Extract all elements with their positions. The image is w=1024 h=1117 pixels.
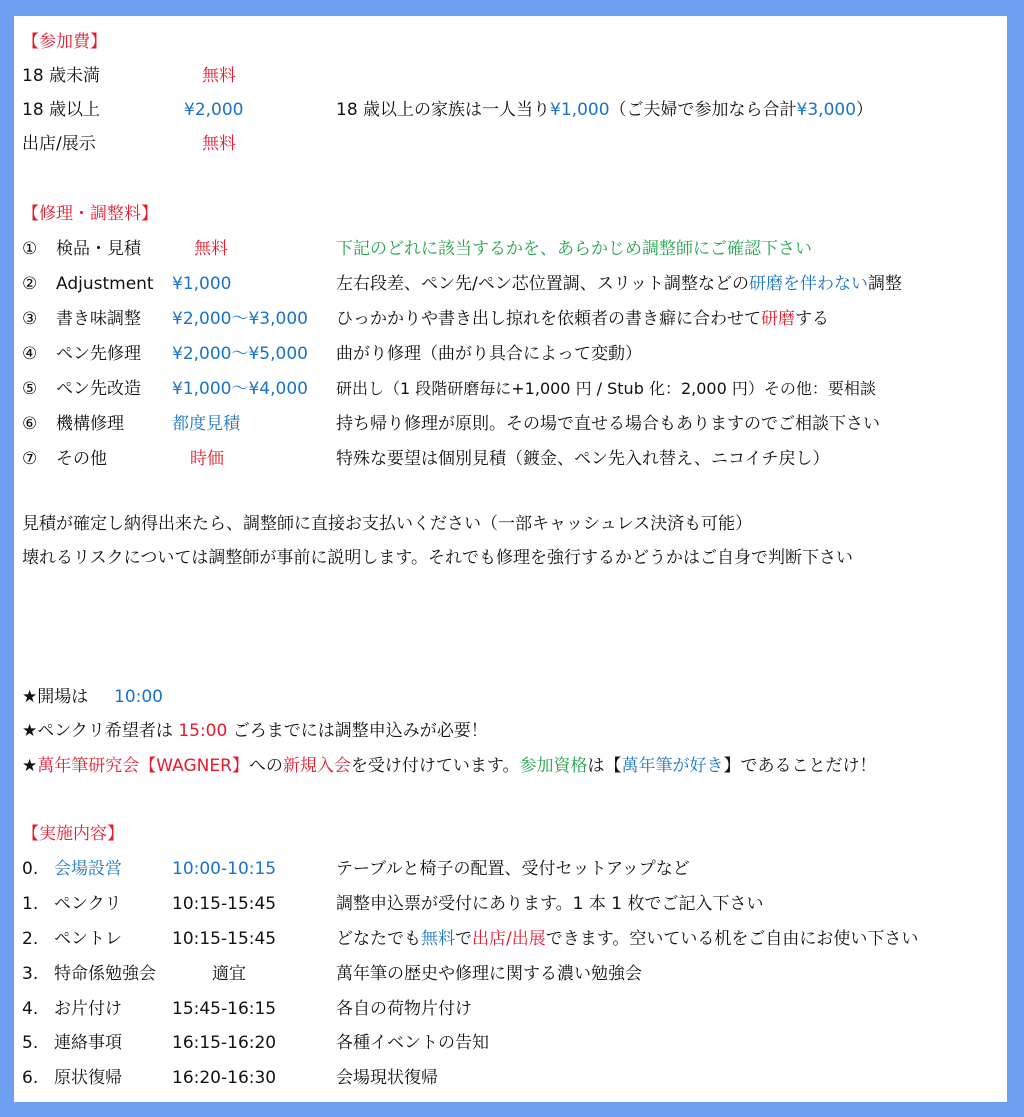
schedule-desc-text: できます。空いている机をご自由にお使い下さい: [545, 929, 919, 949]
schedule-desc: 萬年筆の歴史や修理に関する濃い勉強会: [336, 964, 642, 984]
schedule-row: [14, 1064, 1007, 1092]
repair-desc: 持ち帰り修理が原則。その場で直せる場合もありますのでご相談下さい: [336, 414, 880, 434]
wagner-new-member: 新規入会: [282, 756, 351, 776]
repair-price: 都度見積: [172, 414, 240, 434]
fee-note-text: （ご夫婦で参加なら合計: [609, 100, 797, 120]
repair-label: 検品・見積: [56, 239, 141, 259]
repair-desc-highlight: 研磨を伴わない: [749, 274, 869, 294]
schedule-header-row: [14, 820, 1007, 848]
note-row: [14, 544, 1007, 572]
repair-label: ペン先修理: [56, 344, 141, 364]
schedule-time: 16:20-16:30: [172, 1068, 277, 1088]
schedule-desc-text: で: [455, 929, 472, 949]
schedule-desc-shop: 出店/出展: [472, 929, 546, 949]
schedule-desc-text: どなたでも: [336, 929, 421, 949]
schedule-desc: 各自の荷物片付け: [336, 999, 472, 1019]
fee-note-price: ¥1,000: [550, 100, 610, 120]
schedule-row: [14, 1029, 1007, 1057]
info-sheet: [14, 16, 1007, 1102]
schedule-label: 原状復帰: [54, 1068, 122, 1088]
schedule-desc: 会場現状復帰: [336, 1068, 438, 1088]
repair-num: ⑤: [22, 379, 38, 399]
repair-price: ¥1,000: [172, 274, 232, 294]
wagner-text-part: への: [248, 756, 283, 776]
schedule-label: ペンクリ: [54, 894, 122, 914]
repair-num: ⑦: [22, 449, 38, 469]
schedule-time: 10:15-15:45: [172, 894, 277, 914]
wagner-row: [14, 752, 1007, 780]
repair-num: ④: [22, 344, 38, 364]
fee-label: 出店/展示: [22, 134, 96, 154]
repair-row: [14, 445, 1007, 473]
fee-price: 無料: [202, 134, 236, 154]
fee-price: ¥2,000: [184, 100, 244, 120]
schedule-num: 5.: [22, 1033, 39, 1053]
repair-num: ②: [22, 274, 38, 294]
schedule-label: お片付け: [54, 999, 122, 1019]
schedule-desc: テーブルと椅子の配置、受付セットアップなど: [336, 859, 690, 879]
fee-note-text: ）: [856, 100, 874, 120]
schedule-time: 16:15-16:20: [172, 1033, 277, 1053]
open-time-row: [14, 683, 1007, 711]
schedule-num: 6.: [22, 1068, 39, 1088]
wagner-text: [22, 752, 877, 780]
note-text: 壊れるリスクについては調整師が事前に説明します。それでも修理を強行するかどうかはご自身で判断下さい: [22, 548, 853, 568]
schedule-num: 4.: [22, 999, 39, 1019]
schedule-time: 適宜: [212, 964, 246, 984]
repair-row: [14, 410, 1007, 438]
wagner-text-part: は【: [587, 756, 622, 776]
repair-row: [14, 340, 1007, 368]
fee-price: 無料: [202, 66, 236, 86]
repair-row: [14, 235, 1007, 263]
schedule-label: 連絡事項: [54, 1033, 122, 1053]
schedule-num: 3.: [22, 964, 39, 984]
repair-desc: 下記のどれに該当するかを、あらかじめ調整師にご確認下さい: [336, 239, 812, 259]
schedule-num: 0.: [22, 859, 39, 879]
wagner-text-part: を受け付けています。: [350, 756, 520, 776]
fee-label: 18 歳未満: [22, 66, 101, 86]
repair-price: 無料: [194, 239, 228, 259]
repair-price: 時価: [190, 449, 224, 469]
repair-desc: 研出し（1 段階研磨毎に+1,000 円 / Stub 化：2,000 円）その他：要相談: [336, 379, 876, 398]
repair-row: [14, 375, 1007, 403]
repair-label: ペン先改造: [56, 379, 141, 399]
repair-desc-highlight: 研磨: [761, 309, 795, 329]
repair-header-row: [14, 200, 1007, 228]
schedule-desc: 調整申込票が受付にあります。1 本 1 枚でご記入下さい: [336, 894, 764, 914]
note-text: 見積が確定し納得出来たら、調整師に直接お支払いください（一部キャッシュレス決済も可能）: [22, 514, 753, 534]
repair-desc-text: ひっかかりや書き出し掠れを依頼者の書き癖に合わせて: [336, 309, 761, 329]
penkuri-text: ごろまでには調整申込みが必要！: [227, 721, 488, 741]
fee-note: [336, 96, 873, 124]
schedule-row: [14, 890, 1007, 918]
repair-label: 書き味調整: [56, 309, 141, 329]
penkuri-time: 15:00: [178, 721, 228, 741]
schedule-row: [14, 960, 1007, 988]
repair-header: 【修理・調整料】: [22, 204, 158, 224]
repair-desc: [336, 270, 902, 298]
schedule-label: 会場設営: [54, 859, 122, 879]
repair-price: ¥2,000～¥3,000: [172, 309, 308, 329]
schedule-num: 1.: [22, 894, 39, 914]
repair-num: ⑥: [22, 414, 38, 434]
schedule-header: 【実施内容】: [22, 824, 124, 844]
schedule-desc-free: 無料: [421, 929, 455, 949]
fees-header-row: [14, 28, 1007, 56]
repair-row: [14, 305, 1007, 333]
wagner-qualification: 参加資格: [519, 756, 588, 776]
repair-label: その他: [56, 449, 107, 469]
repair-desc-text: 調整: [868, 274, 903, 294]
penkuri-deadline-row: [14, 717, 1007, 745]
star-icon: ★: [22, 756, 38, 776]
schedule-time: 10:00-10:15: [172, 859, 277, 879]
repair-label: 機構修理: [56, 414, 124, 434]
schedule-desc: [336, 925, 918, 953]
schedule-time: 15:45-16:15: [172, 999, 277, 1019]
repair-label: Adjustment: [56, 274, 154, 294]
schedule-row: [14, 995, 1007, 1023]
schedule-desc: 各種イベントの告知: [336, 1033, 489, 1053]
repair-row: [14, 270, 1007, 298]
schedule-label: 特命係勉強会: [54, 964, 156, 984]
schedule-row: [14, 925, 1007, 953]
fee-row: [14, 62, 1007, 90]
repair-num: ①: [22, 239, 38, 259]
repair-desc-text: 左右段差、ペン先/ペン芯位置調、スリット調整などの: [336, 274, 750, 294]
repair-desc-text: する: [795, 309, 829, 329]
penkuri-text: ★ペンクリ希望者は: [22, 721, 179, 741]
schedule-num: 2.: [22, 929, 39, 949]
open-time: 10:00: [114, 687, 163, 707]
fees-header: 【参加費】: [22, 32, 107, 52]
wagner-name: 萬年筆研究会【WAGNER】: [37, 756, 249, 776]
schedule-label: ペントレ: [54, 929, 122, 949]
fee-note-text: 18 歳以上の家族は一人当り: [336, 100, 551, 120]
fee-label: 18 歳以上: [22, 100, 101, 120]
penkuri-deadline: [22, 717, 488, 745]
wagner-text-part: 】であることだけ！: [723, 756, 877, 776]
repair-desc: 特殊な要望は個別見積（鍍金、ペン先入れ替え、ニコイチ戻し）: [336, 449, 830, 469]
note-row: [14, 510, 1007, 538]
repair-num: ③: [22, 309, 38, 329]
repair-desc: 曲がり修理（曲がり具合によって変動）: [336, 344, 642, 364]
fee-row: [14, 130, 1007, 158]
wagner-like: 萬年筆が好き: [621, 756, 724, 776]
open-label: ★開場は: [22, 687, 89, 707]
repair-desc: [336, 305, 829, 333]
repair-price: ¥2,000～¥5,000: [172, 344, 308, 364]
repair-price: ¥1,000～¥4,000: [172, 379, 308, 399]
fee-note-price: ¥3,000: [796, 100, 857, 120]
schedule-row: [14, 855, 1007, 883]
fee-row: [14, 96, 1007, 124]
schedule-time: 10:15-15:45: [172, 929, 277, 949]
